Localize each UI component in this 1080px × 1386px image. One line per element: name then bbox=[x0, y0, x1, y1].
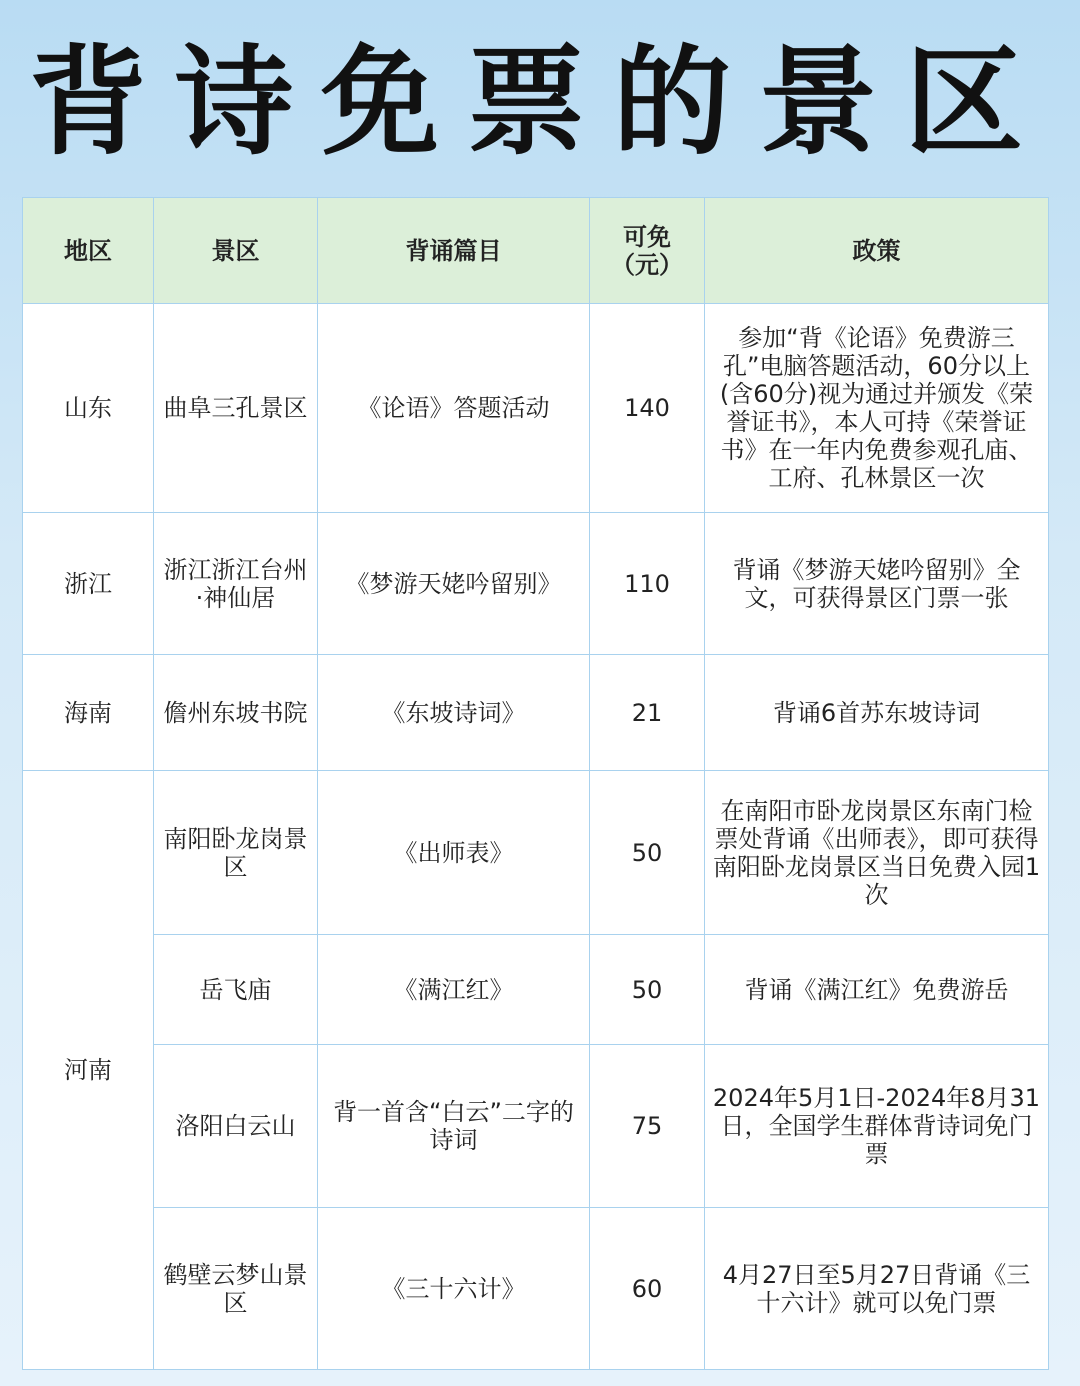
cell-site: 洛阳白云山 bbox=[154, 1045, 318, 1208]
cell-region: 海南 bbox=[23, 655, 154, 771]
cell-policy: 参加“背《论语》免费游三孔”电脑答题活动，60分以上(含60分)视为通过并颁发《荣誉证书》，本人可持《荣誉证书》在一年内免费参观孔庙、工府、孔林景区一次 bbox=[705, 304, 1049, 513]
cell-policy: 背诵《满江红》免费游岳 bbox=[705, 935, 1049, 1045]
cell-price: 50 bbox=[590, 935, 705, 1045]
header-policy: 政策 bbox=[705, 198, 1049, 304]
cell-policy: 4月27日至5月27日背诵《三十六计》就可以免门票 bbox=[705, 1208, 1049, 1370]
cell-site: 儋州东坡书院 bbox=[154, 655, 318, 771]
cell-text: 《梦游天姥吟留别》 bbox=[318, 513, 590, 655]
cell-site: 曲阜三孔景区 bbox=[154, 304, 318, 513]
cell-price: 50 bbox=[590, 771, 705, 935]
cell-text: 《论语》答题活动 bbox=[318, 304, 590, 513]
table-row bbox=[23, 655, 1049, 771]
cell-policy: 背诵《梦游天姥吟留别》全文，可获得景区门票一张 bbox=[705, 513, 1049, 655]
table-row bbox=[23, 304, 1049, 513]
cell-text: 《三十六计》 bbox=[318, 1208, 590, 1370]
cell-site: 岳飞庙 bbox=[154, 935, 318, 1045]
header-price: 可免 （元） bbox=[590, 198, 705, 304]
cell-text: 《出师表》 bbox=[318, 771, 590, 935]
table-header-row bbox=[23, 198, 1049, 304]
cell-site: 浙江浙江台州·神仙居 bbox=[154, 513, 318, 655]
table-row bbox=[23, 771, 1049, 935]
scenic-table bbox=[22, 197, 1049, 1370]
scenic-table-container bbox=[22, 197, 1048, 1370]
cell-policy: 背诵6首苏东坡诗词 bbox=[705, 655, 1049, 771]
header-region: 地区 bbox=[23, 198, 154, 304]
cell-policy: 在南阳市卧龙岗景区东南门检票处背诵《出师表》，即可获得南阳卧龙岗景区当日免费入园1次 bbox=[705, 771, 1049, 935]
cell-text: 《东坡诗词》 bbox=[318, 655, 590, 771]
cell-region: 浙江 bbox=[23, 513, 154, 655]
table-row bbox=[23, 1045, 1049, 1208]
cell-price: 60 bbox=[590, 1208, 705, 1370]
cell-site: 鹤壁云梦山景区 bbox=[154, 1208, 318, 1370]
table-row bbox=[23, 935, 1049, 1045]
cell-policy: 2024年5月1日-2024年8月31日，全国学生群体背诗词免门票 bbox=[705, 1045, 1049, 1208]
page-title: 背诗免票的景区 bbox=[28, 33, 1051, 171]
table-row bbox=[23, 513, 1049, 655]
cell-text: 《满江红》 bbox=[318, 935, 590, 1045]
cell-price: 21 bbox=[590, 655, 705, 771]
cell-price: 110 bbox=[590, 513, 705, 655]
cell-site: 南阳卧龙岗景区 bbox=[154, 771, 318, 935]
cell-price: 140 bbox=[590, 304, 705, 513]
header-text: 背诵篇目 bbox=[318, 198, 590, 304]
header-site: 景区 bbox=[154, 198, 318, 304]
table-row bbox=[23, 1208, 1049, 1370]
cell-region: 山东 bbox=[23, 304, 154, 513]
cell-region: 河南 bbox=[23, 771, 154, 1370]
cell-price: 75 bbox=[590, 1045, 705, 1208]
cell-text: 背一首含“白云”二字的诗词 bbox=[318, 1045, 590, 1208]
